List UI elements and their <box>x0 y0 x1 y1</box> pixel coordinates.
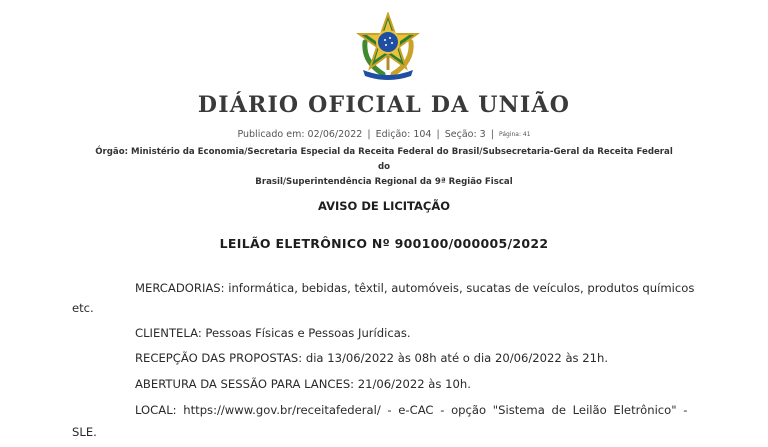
clientela-text: CLIENTELA: Pessoas Físicas e Pessoas Jurídicas. <box>135 326 411 340</box>
auction-number: LEILÃO ELETRÔNICO Nº 900100/000005/2022 <box>219 236 549 251</box>
issuing-agency-line: Brasil/Superintendência Regional da 9ª Região Fiscal <box>255 177 513 187</box>
published-date: Publicado em: 02/06/2022 <box>237 129 363 140</box>
publication-info <box>0 129 768 140</box>
brazil-coat-of-arms-icon <box>355 12 421 82</box>
notice-title: AVISO DE LICITAÇÃO <box>317 199 451 213</box>
separator: | <box>436 129 440 140</box>
local-text-continued: SLE. <box>72 425 97 439</box>
mercadorias-text-continued: etc. <box>72 301 94 315</box>
edition-number: Edição: 104 <box>375 129 432 140</box>
separator: | <box>367 129 371 140</box>
local-text: LOCAL: https://www.gov.br/receitafederal/ - e-CAC - opção "Sistema de Leilão Eletrônico" - <box>135 403 688 417</box>
abertura-text: ABERTURA DA SESSÃO PARA LANCES: 21/06/2022 às 10h. <box>135 377 471 391</box>
issuing-agency <box>90 145 678 190</box>
masthead-title: DIÁRIO OFICIAL DA UNIÃO <box>197 92 571 118</box>
issuing-agency-line: Órgão: Ministério da Economia/Secretaria Especial da Receita Federal do Brasil/Subsecretaria-Geral da Receita Federal do <box>95 147 673 172</box>
recepcao-text: RECEPÇÃO DAS PROPOSTAS: dia 13/06/2022 às 08h até o dia 20/06/2022 às 21h. <box>135 351 609 365</box>
mercadorias-text: MERCADORIAS: informática, bebidas, têxtil, automóveis, sucatas de veículos, produtos químicos <box>135 281 695 295</box>
separator: | <box>490 129 494 140</box>
page-number: Página: 41 <box>499 131 531 138</box>
section-number: Seção: 3 <box>444 129 486 140</box>
